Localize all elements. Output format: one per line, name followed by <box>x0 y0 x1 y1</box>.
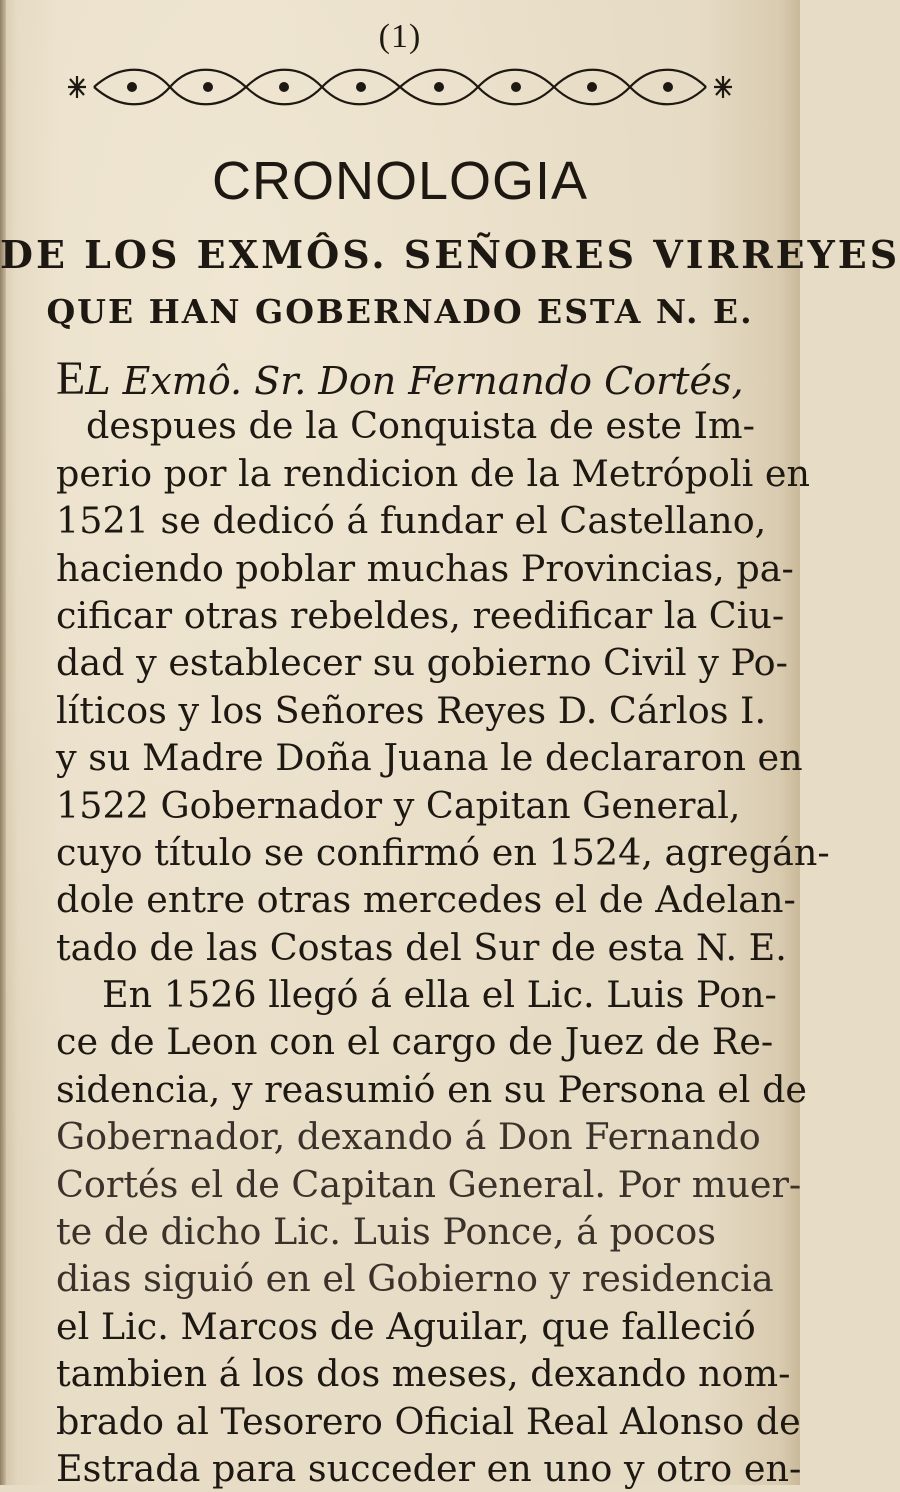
text-line: Cortés el de Capitan General. Por muer- <box>56 1162 802 1206</box>
text-line: brado al Tesorero Oficial Real Alonso de <box>56 1399 801 1443</box>
text-line: En 1526 llegó á ella el Lic. Luis Pon- <box>102 973 777 1017</box>
text-line: despues de la Conquista de este Im- <box>86 404 755 448</box>
text-line: perio por la rendicion de la Metrópoli en <box>56 451 810 495</box>
body-paragraphs <box>56 352 830 1492</box>
text-line: cuyo título se confirmó en 1524, agregán- <box>56 830 830 874</box>
text-line: haciendo poblar muchas Provincias, pa- <box>56 546 794 590</box>
text-line: 1522 Gobernador y Capitan General, <box>56 783 741 827</box>
text-line: cificar otras rebeldes, reedificar la Ciu- <box>56 593 785 637</box>
text-line: tambien á los dos meses, dexando nom- <box>56 1352 791 1396</box>
text-line: líticos y los Señores Reyes D. Cárlos I. <box>56 688 767 732</box>
text-line: te de dicho Lic. Luis Ponce, á pocos <box>56 1210 716 1254</box>
text-line: Gobernador, dexando á Don Fernando <box>56 1115 761 1159</box>
text-line: dole entre otras mercedes el de Adelan- <box>56 878 796 922</box>
page-number: (1) <box>378 18 422 55</box>
text-line: sidencia, y reasumió en su Persona el de <box>56 1067 808 1111</box>
text-line: 1521 se dedicó á fundar el Castellano, <box>56 499 767 543</box>
text-line: EL Exmô. Sr. Don Fernando Cortés, <box>56 352 744 405</box>
text-line: el Lic. Marcos de Aguilar, que falleció <box>56 1304 756 1348</box>
drop-cap: E <box>56 352 86 405</box>
text-line: y su Madre Doña Juana le declararon en <box>56 736 803 780</box>
text-line: Estrada para succeder en uno y otro en- <box>56 1446 802 1490</box>
chronology-subtitle-line-1: DE LOS EXMÔS. SEÑORES VIRREYES <box>0 232 900 277</box>
text-line: dad y establecer su gobierno Civil y Po- <box>56 641 788 685</box>
page-spine-edge <box>0 0 6 1485</box>
text-line: ce de Leon con el cargo de Juez de Re- <box>56 1020 774 1064</box>
chronology-subtitle-line-2: QUE HAN GOBERNADO ESTA N. E. <box>46 292 754 331</box>
text-line: tado de las Costas del Sur de esta N. E. <box>56 925 787 969</box>
decorative-border <box>60 62 740 112</box>
text-line: dias siguió en el Gobierno y residencia <box>56 1257 774 1301</box>
chronology-title: CRONOLOGIA <box>211 151 589 211</box>
